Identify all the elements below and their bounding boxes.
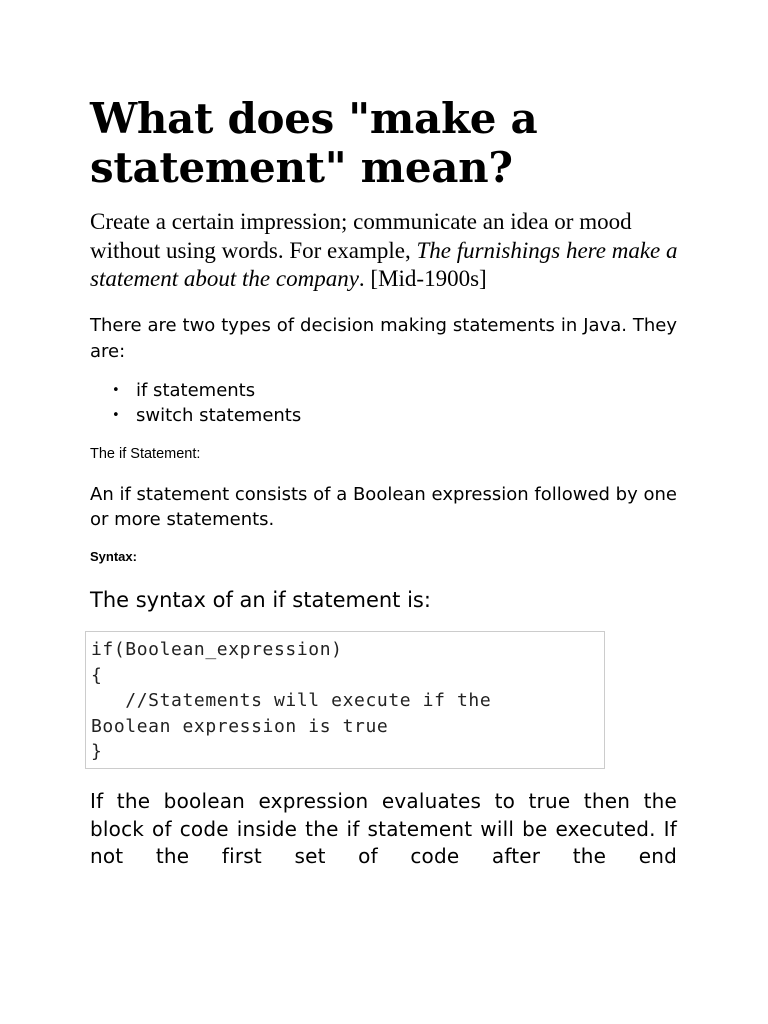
definition-paragraph [90,208,685,294]
explanation-paragraph: If the boolean expression evaluates to true then the block of code inside the if statement will be executed. If not the first set of code after the end [90,789,677,868]
syntax-label: Syntax: [90,549,137,564]
code-text: if(Boolean_expression) { //Statements will execute if the Boolean expression is true } [91,639,492,762]
definition-text: Create a certain impression; communicate an idea or mood without using words. For example, [90,209,632,263]
list-item [90,403,301,428]
intro-paragraph: There are two types of decision making statements in Java. They are: [90,315,677,362]
definition-source: . [Mid-1900s] [358,266,487,291]
bullet-icon: • [112,383,120,398]
statement-types-list [90,378,301,428]
page-title: What does "make a statement" mean? [90,94,538,192]
bullet-icon: • [112,408,120,423]
syntax-intro: The syntax of an if statement is: [90,588,431,612]
list-item [90,378,301,403]
code-block [85,631,605,769]
if-statement-heading: The if Statement: [90,446,201,462]
definition-example: The furnishings here make a statement about the company [90,237,678,291]
list-item-label: switch statements [136,405,302,426]
list-item-label: if statements [136,380,256,401]
if-statement-description: An if statement consists of a Boolean expression followed by one or more statements. [90,484,677,530]
